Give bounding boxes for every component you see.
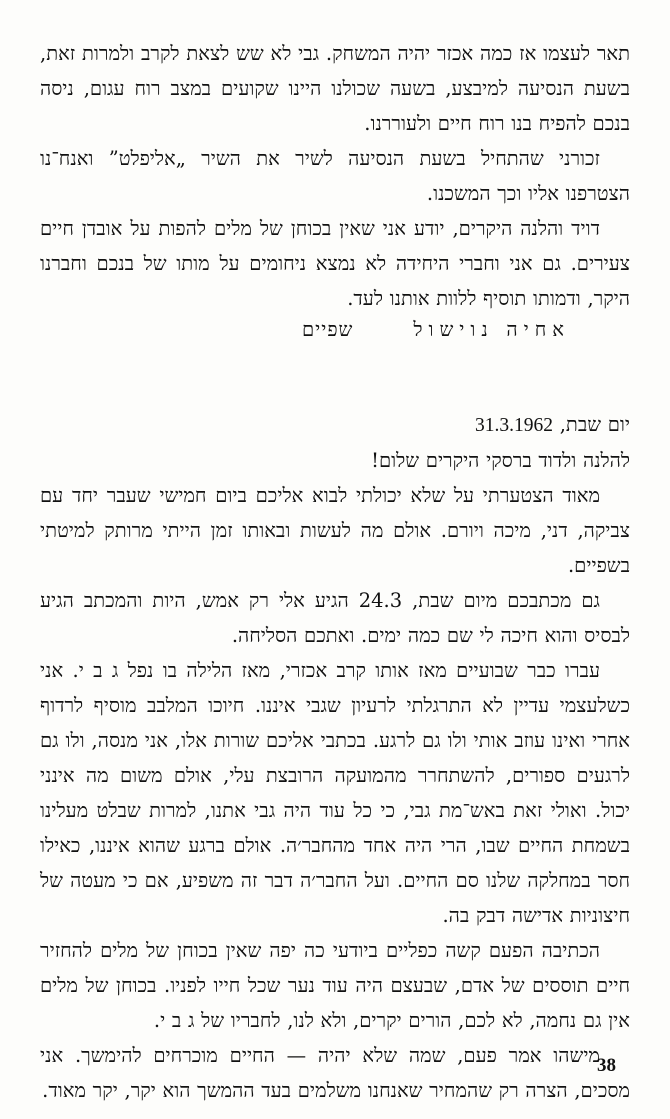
paragraph: הכתיבה הפעם קשה כפליים ביודעי כה יפה שאין בכוחן של מלים להחזיר חיים תוססים של אדם, שבעצם היה עוד נער שכל חייו לפניו. בכוחן של מלים אין גם נחמה, לא לכם, הורים יקרים, ולא לנו, לחבריו של ג ב י.: [40, 939, 630, 1032]
paragraph: זכורני שהתחיל בשעת הנסיעה לשיר את השיר „אליפלט” ואנח־נו הצטרפנו אליו וכך המשכנו.: [40, 147, 630, 205]
letter-dateline: [40, 407, 630, 443]
paragraph: דויד והלנה היקרים, יודע אני שאין בכוחן של מלים להפות על אובדן חיים צעירים. גם אני וחברי היחידה לא נמצא ניחומים על מותו של בנכם וחברנו היקר, ודמותו תוסיף ללוות אותנו לעד.: [40, 217, 631, 310]
letter-greeting: להלנה ולדוד ברסקי היקרים שלום!: [371, 449, 630, 472]
signature-place: שפיים: [301, 318, 354, 341]
section-gap: [40, 347, 630, 407]
letter-date: 31.3.1962: [475, 415, 554, 436]
paragraph-continuation: תאר לעצמו אז כמה אכזר יהיה המשחק. גבי לא שש לצאת לקרב ולמרות זאת, בשעת הנסיעה למיבצע, בשעה שכולנו היינו שקועים במצב רוח עגום, ניסה בנכם להפיח בנו רוח חיים ולעוררנו.: [40, 42, 631, 135]
signature-name: אחיה נוישול: [413, 318, 570, 341]
paragraph: מאוד הצטערתי על שלא יכולתי לבוא אליכם ביום חמישי שעבר יחד עם צביקה, דני, מיכה ויורם. אולם מה לעשות ובאותו זמן הייתי מרותק למיטתי בשפיים.: [40, 484, 631, 577]
paragraph: עברו כבר שבועיים מאז אותו קרב אכזרי, מאז הלילה בו נפל ג ב י. אני כשלעצמי עדיין לא התרגלתי לרעיון שגבי איננו. חיוכו המלבב מוסיף לרדוף אחרי ואינו עוזב אותי ולו גם לרגע. בכתבי אליכם שורות אלו, אני מנסה, ולו גם לרגעים ספורים, להשתחרר מהמועקה הרובצת עלי, אולם משום מה אינני יכול. ואולי זאת באש־מת גבי, כי כל עוד היה גבי אתנו, למרות שבלט מעלינו בשמחת החיים שבו, הרי היה אחד מהחבר׳ה. אולם ברגע שהוא איננו, כאילו חסר במחלקה שלנו סם החיים. ועל החבר׳ה דבר זה משפיע, אם כי מעטה של חיצוניות אדישה דבק בה.: [40, 659, 631, 927]
paragraph: גם מכתבכם מיום שבת, 24.3 הגיע אלי רק אמש, היות והמכתב הגיע לבסיס והוא חיכה לי שם כמה ימים. ואתכם הסליחה.: [40, 589, 630, 647]
letter-day: יום שבת,: [559, 413, 630, 436]
page-number: 38: [597, 1055, 616, 1076]
body-text: [40, 36, 630, 1108]
paragraph: מישהו אמר פעם, שמה שלא יהיה — החיים מוכרחים להימשך. אני מסכים, הצרה רק שהמחיר שאנחנו משלמים בעד ההמשך הוא יקר, יקר מאוד.: [40, 1044, 630, 1102]
signature-line: [40, 312, 630, 347]
